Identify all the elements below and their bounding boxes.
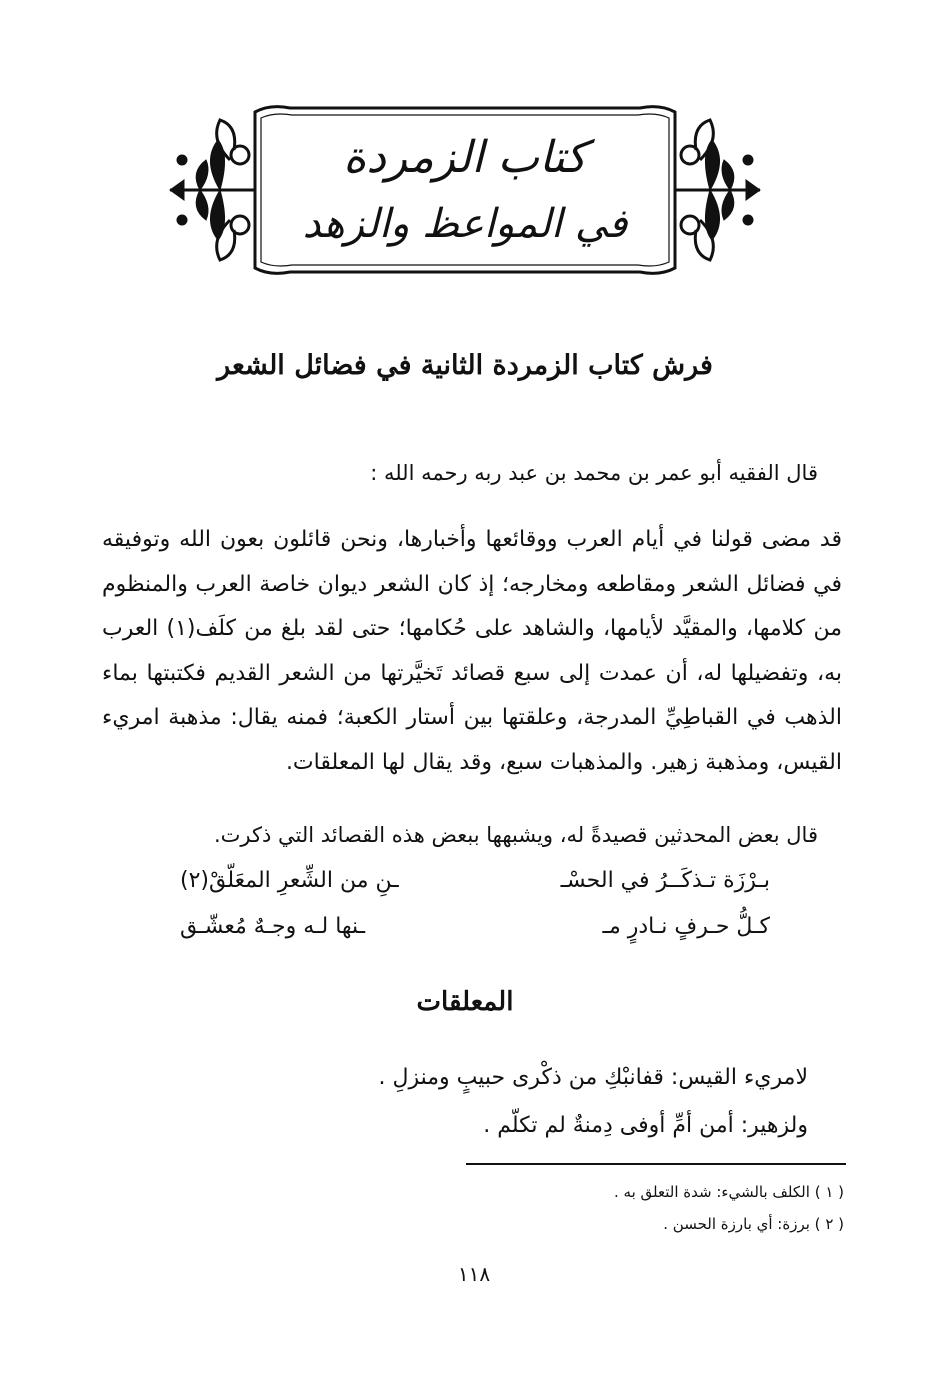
footnote: ( ١ ) الكلف بالشيء: شدة التعلق به . bbox=[614, 1183, 844, 1201]
title-cartouche bbox=[160, 100, 770, 280]
verse-hemistich-right: كـلُّ حـرفٍ نـادرٍ مـ bbox=[602, 914, 770, 939]
section-title: فرش كتاب الزمردة الثانية في فضائل الشعر bbox=[217, 350, 713, 381]
verse-line bbox=[180, 910, 770, 950]
ornamental-frame bbox=[160, 100, 770, 280]
book-title: كتاب الزمردة bbox=[343, 132, 587, 183]
book-subtitle: في المواعظ والزهد bbox=[302, 201, 628, 247]
page-number: ١١٨ bbox=[457, 1262, 491, 1286]
subheading: المعلقات bbox=[416, 987, 514, 1017]
quote-line: ولزهير: أمن أمِّ أوفى دِمنةٌ لم تكلّم . bbox=[483, 1113, 808, 1138]
footnote: ( ٢ ) برزة: أي بارزة الحسن . bbox=[663, 1215, 844, 1233]
right-fleuron bbox=[675, 120, 760, 260]
intro-line: قال الفقيه أبو عمر بن محمد بن عبد ربه رحمه الله : bbox=[370, 461, 818, 485]
left-fleuron bbox=[170, 120, 255, 260]
footnote-divider bbox=[466, 1163, 846, 1165]
verse-hemistich-left: ـنِ من الشِّعرِ المعَلّقْ(٢) bbox=[180, 868, 399, 893]
verse-line bbox=[180, 864, 770, 904]
quote-line: لامريء القيس: قفانبْكِ من ذكْرى حبيبٍ ومنزلِ . bbox=[378, 1065, 808, 1090]
body-paragraph: قد مضى قولنا في أيام العرب ووقائعها وأخبارها، ونحن قائلون بعون الله وتوفيقه في فضائل الشعر ومقاطعه ومخارجه؛ إذ كان الشعر ديوان خاصة العرب والمنظوم من كلامها، والمقيَّد لأيامها، والشاهد على حُكامها؛ حتى لقد بلغ من كلَف(١) العرب به، وتفضيلها له، أن عمدت إلى سبع قصائد تَخيَّرتها من الشعر القديم فكتبتها بماء الذهب في القباطِيِّ المدرجة، وعلقتها بين أستار الكعبة؛ فمنه يقال: مذهبة امريء القيس، ومذهبة زهير. والمذهبات سبع، وقد يقال لها المعلقات. bbox=[102, 527, 842, 775]
verse-hemistich-right: بـرْزَة تـذكَــرُ في الحسْـ bbox=[560, 868, 770, 893]
verse-intro: قال بعض المحدثين قصيدةً له، ويشبهها ببعض هذه القصائد التي ذكرت. bbox=[213, 823, 818, 847]
verse-hemistich-left: ـنها لـه وجـهٌ مُعشّـق bbox=[180, 914, 366, 939]
